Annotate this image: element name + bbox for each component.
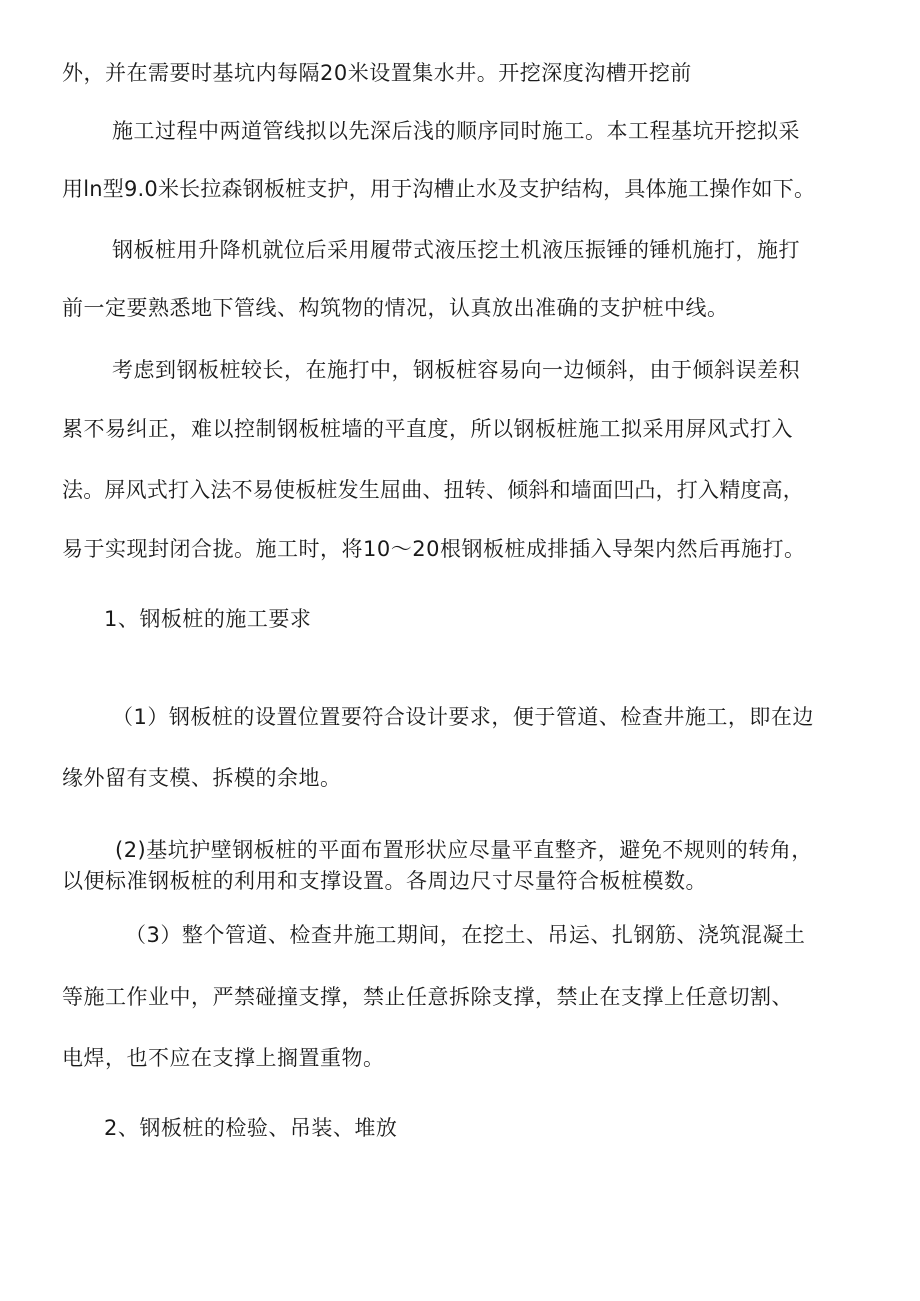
- section-heading: 1、钢板桩的施工要求: [104, 607, 312, 631]
- text-line: 电焊，也不应在支撑上搁置重物。: [62, 1046, 385, 1070]
- text-line: 等施工作业中，严禁碰撞支撑，禁止任意拆除支撑，禁止在支撑上任意切割、: [62, 985, 793, 1009]
- text-line: 外，并在需要时基坑内每隔20米设置集水井。开挖深度沟槽开挖前: [62, 61, 692, 85]
- text-line: 用ln型9.0米长拉森钢板桩支护，用于沟槽止水及支护结构，具体施工操作如下。: [62, 177, 816, 201]
- text-line: 以便标准钢板桩的利用和支撑设置。各周边尺寸尽量符合板桩模数。: [62, 869, 707, 893]
- text-line: 前一定要熟悉地下管线、构筑物的情况，认真放出准确的支护桩中线。: [62, 296, 729, 320]
- text-line: 法。屏风式打入法不易使板桩发生屈曲、扭转、倾斜和墙面凹凸，打入精度高，: [62, 478, 804, 502]
- text-line: (2)基坑护壁钢板桩的平面布置形状应尽量平直整齐，避免不规则的转角，: [115, 838, 813, 862]
- text-line: （3）整个管道、检查井施工期间，在挖土、吊运、扎钢筋、浇筑混凝土: [125, 923, 806, 947]
- text-line: 钢板桩用升降机就位后采用履带式液压挖土机液压振锤的锤机施打，施打: [112, 238, 800, 262]
- text-line: 易于实现封闭合拢。施工时，将10～20根钢板桩成排插入导架内然后再施打。: [62, 537, 806, 561]
- section-heading: 2、钢板桩的检验、吊装、堆放: [104, 1116, 398, 1140]
- text-line: 累不易纠正，难以控制钢板桩墙的平直度，所以钢板桩施工拟采用屏风式打入: [62, 417, 793, 441]
- text-line: 考虑到钢板桩较长，在施打中，钢板桩容易向一边倾斜，由于倾斜误差积: [112, 358, 800, 382]
- text-line: 施工过程中两道管线拟以先深后浅的顺序同时施工。本工程基坑开挖拟采: [112, 119, 800, 143]
- text-line: （1）钢板桩的设置位置要符合设计要求，便于管道、检查井施工，即在边: [112, 705, 814, 729]
- text-line: 缘外留有支模、拆模的余地。: [62, 766, 342, 790]
